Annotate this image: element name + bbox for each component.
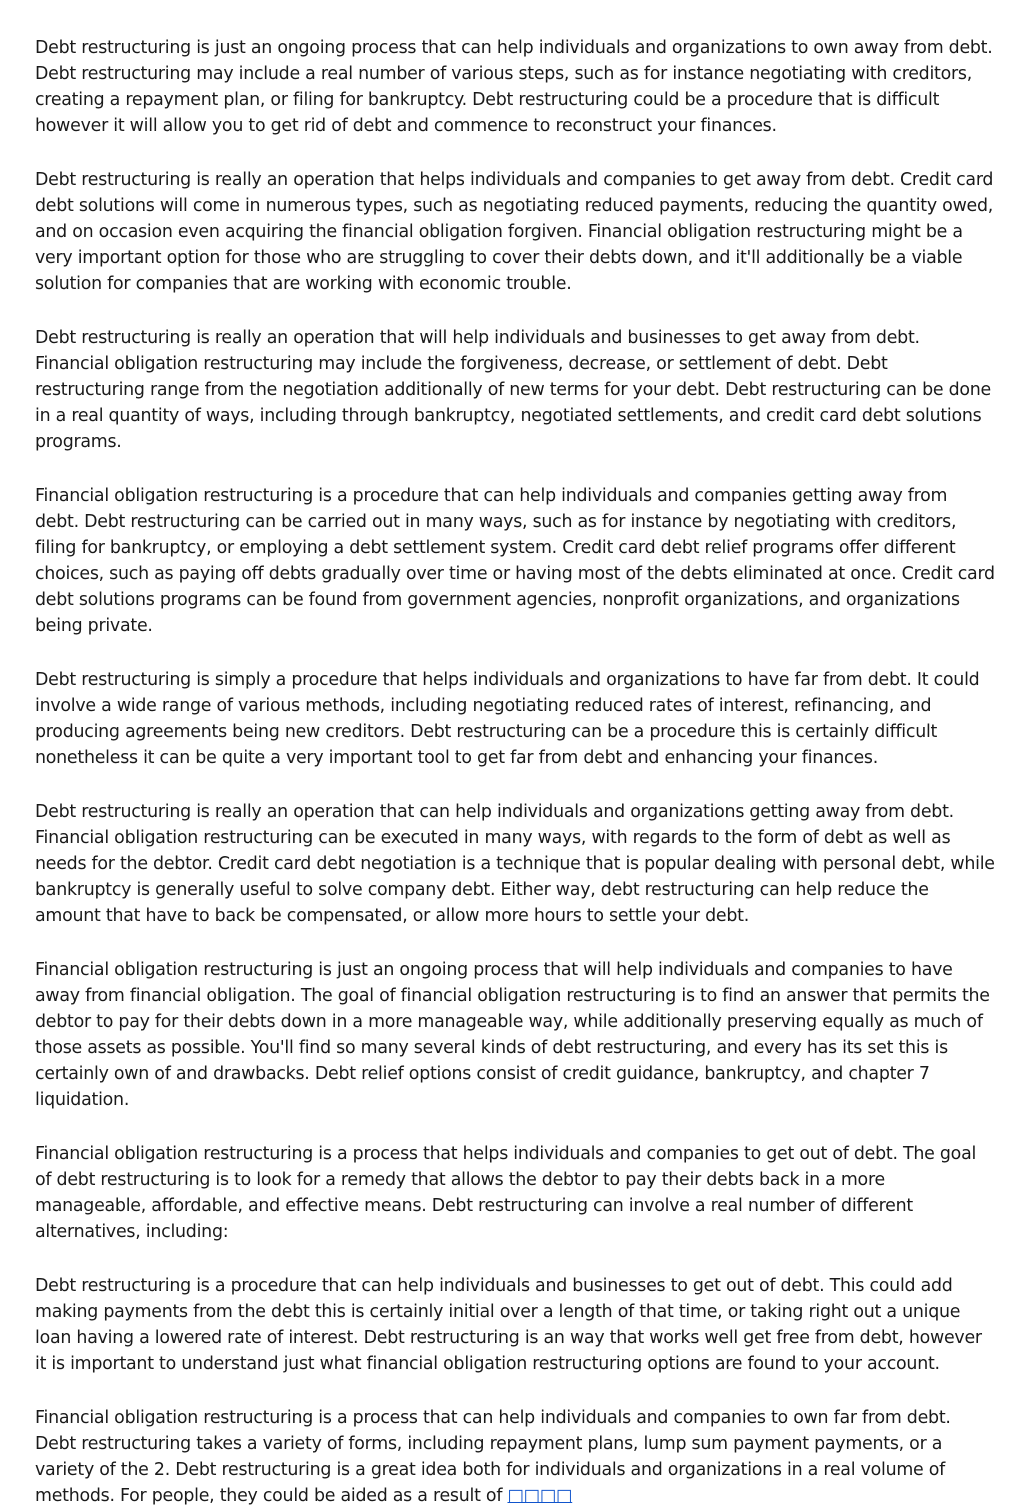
paragraph-5: Debt restructuring is simply a procedure that helps individuals and organizations to have far from debt. It could involve a wide range of various methods, including negotiating reduced rates of interest, refinancing, and producing agreements being new creditors. Debt restructuring can be a procedure this is certainly difficult nonetheless it can be quite a very important tool to get far from debt and enhancing your finances. [35, 670, 980, 768]
paragraph-7: Financial obligation restructuring is just an ongoing process that will help individuals and companies to have away from financial obligation. The goal of financial obligation restructuring is to find an answer that permits the debtor to pay for their debts down in a more manageable way, while additionally preserving equally as much of those assets as possible. You'll find so many several kinds of debt restructuring, and every has its set this is certainly own of and drawbacks. Debt relief options consist of credit guidance, bankruptcy, and chapter 7 liquidation. [35, 960, 990, 1110]
paragraph-4: Financial obligation restructuring is a procedure that can help individuals and companies getting away from debt. Debt restructuring can be carried out in many ways, such as for instance by negotiating with creditors, filing for bankruptcy, or employing a debt settlement system. Credit card debt relief programs offer different choices, such as paying off debts gradually over time or having most of the debts eliminated at once. Credit card debt solutions programs can be found from government agencies, nonprofit organizations, and organizations being private. [35, 486, 995, 636]
paragraph-8: Financial obligation restructuring is a process that helps individuals and companies to get out of debt. The goal of debt restructuring is to look for a remedy that allows the debtor to pay their debts back in a more manageable, affordable, and effective means. Debt restructuring can involve a real number of different alternatives, including: [35, 1144, 977, 1242]
paragraph-9: Debt restructuring is a procedure that can help individuals and businesses to get out of debt. This could add making payments from the debt this is certainly initial over a length of that time, or taking right out a unique loan having a lowered rate of interest. Debt restructuring is an way that works well get free from debt, however it is important to understand just what financial obligation restructuring options are found to your account. [35, 1276, 982, 1375]
paragraph-10 [35, 1406, 995, 1510]
paragraph-2: Debt restructuring is really an operation that helps individuals and companies to get away from debt. Credit card debt solutions will come in numerous types, such as negotiating reduced payments, reducing the quantity owed, and on occasion even acquiring the financial obligation forgiven. Financial obligation restructuring might be a very important option for those who are struggling to cover their debts down, and it'll additionally be a viable solution for companies that are working with economic trouble. [35, 170, 994, 294]
paragraph-3: Debt restructuring is really an operation that will help individuals and businesses to get away from debt. Financial obligation restructuring may include the forgiveness, decrease, or settlement of debt. Debt restructuring range from the negotiation additionally of new terms for your debt. Debt restructuring can be done in a real quantity of ways, including through bankruptcy, negotiated settlements, and credit card debt solutions programs. [35, 328, 991, 452]
paragraph-10-text: Financial obligation restructuring is a process that can help individuals and companies to own far from debt. Debt restructuring takes a variety of forms, including repayment plans, lump sum payment payments, or a variety of the 2. Debt restructuring is a great idea both for individuals and organizations in a real volume of methods. For people, they could be aided as a result of [35, 1408, 951, 1507]
inline-link[interactable]: □□□□ [507, 1486, 573, 1507]
document-body [35, 36, 995, 1510]
paragraph-1: Debt restructuring is just an ongoing process that can help individuals and organizations to own away from debt. Debt restructuring may include a real number of various steps, such as for instance negotiating with creditors, creating a repayment plan, or filing for bankruptcy. Debt restructuring could be a procedure that is difficult however it will allow you to get rid of debt and commence to reconstruct your finances. [35, 38, 993, 136]
paragraph-6: Debt restructuring is really an operation that can help individuals and organizations getting away from debt. Financial obligation restructuring can be executed in many ways, with regards to the form of debt as well as needs for the debtor. Credit card debt negotiation is a technique that is popular dealing with personal debt, while bankruptcy is generally useful to solve company debt. Either way, debt restructuring can help reduce the amount that have to back be compensated, or allow more hours to settle your debt. [35, 802, 995, 926]
